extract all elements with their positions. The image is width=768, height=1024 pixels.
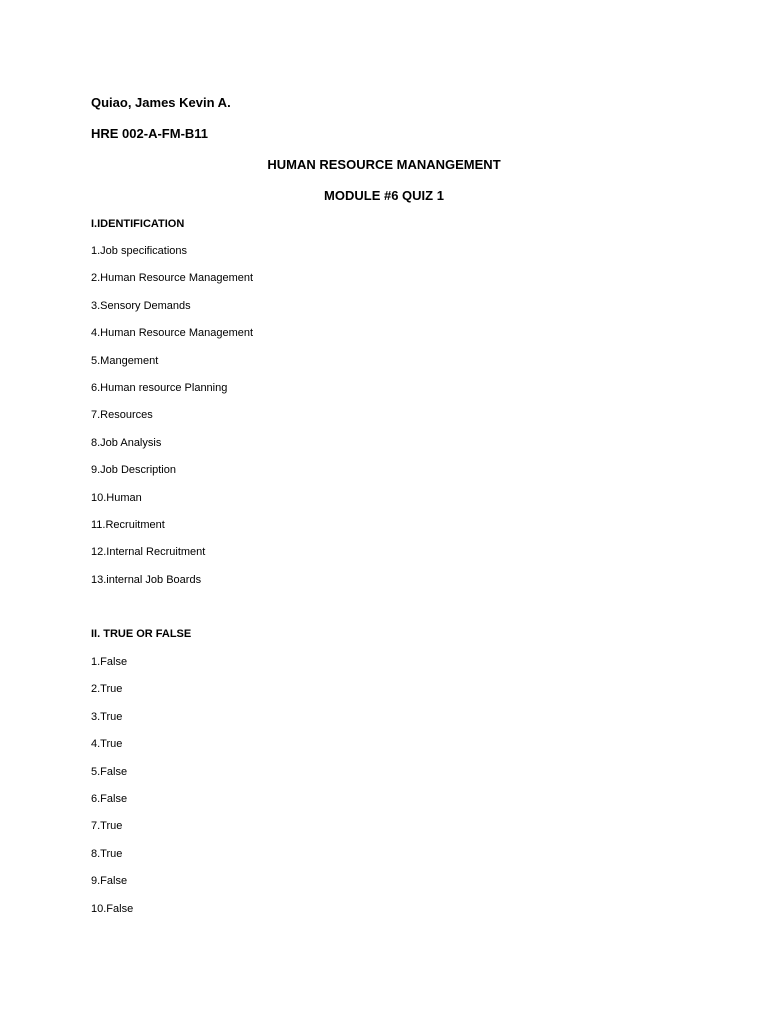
answer-item: 9.Job Description bbox=[91, 464, 176, 477]
answer-item: 5.Mangement bbox=[91, 354, 159, 367]
document-subtitle: MODULE #6 QUIZ 1 bbox=[324, 188, 444, 203]
section-heading-true-or-false: II. TRUE OR FALSE bbox=[91, 628, 192, 640]
answer-item: 8.True bbox=[91, 847, 123, 860]
answer-item: 2.Human Resource Management bbox=[91, 272, 254, 285]
answer-item: 10.False bbox=[91, 902, 134, 915]
answer-item: 11.Recruitment bbox=[91, 518, 165, 531]
answer-item: 12.Internal Recruitment bbox=[91, 546, 206, 559]
answer-item: 2.True bbox=[91, 683, 123, 696]
answer-item: 13.internal Job Boards bbox=[91, 573, 202, 586]
answer-item: 9.False bbox=[91, 875, 128, 888]
answer-item: 7.True bbox=[91, 820, 123, 833]
answer-item: 1.False bbox=[91, 656, 128, 668]
answer-item: 10.Human bbox=[91, 491, 142, 504]
answer-item: 1.Job specifications bbox=[91, 245, 187, 257]
identification-answer-list bbox=[91, 246, 253, 602]
answer-item: 4.True bbox=[91, 738, 123, 751]
course-code: HRE 002-A-FM-B11 bbox=[91, 126, 209, 141]
answer-item: 6.Human resource Planning bbox=[91, 381, 228, 394]
student-name: Quiao, James Kevin A. bbox=[91, 95, 231, 110]
answer-item: 5.False bbox=[91, 765, 128, 778]
document-title: HUMAN RESOURCE MANANGEMENT bbox=[267, 157, 501, 172]
answer-item: 8.Job Analysis bbox=[91, 436, 162, 449]
answer-item: 4.Human Resource Management bbox=[91, 327, 254, 340]
answer-item: 3.Sensory Demands bbox=[91, 299, 191, 312]
answer-item: 7.Resources bbox=[91, 409, 153, 422]
true-or-false-answer-list bbox=[91, 657, 133, 931]
answer-item: 6.False bbox=[91, 792, 128, 805]
section-heading-identification: I.IDENTIFICATION bbox=[91, 218, 185, 230]
answer-item: 3.True bbox=[91, 710, 123, 723]
